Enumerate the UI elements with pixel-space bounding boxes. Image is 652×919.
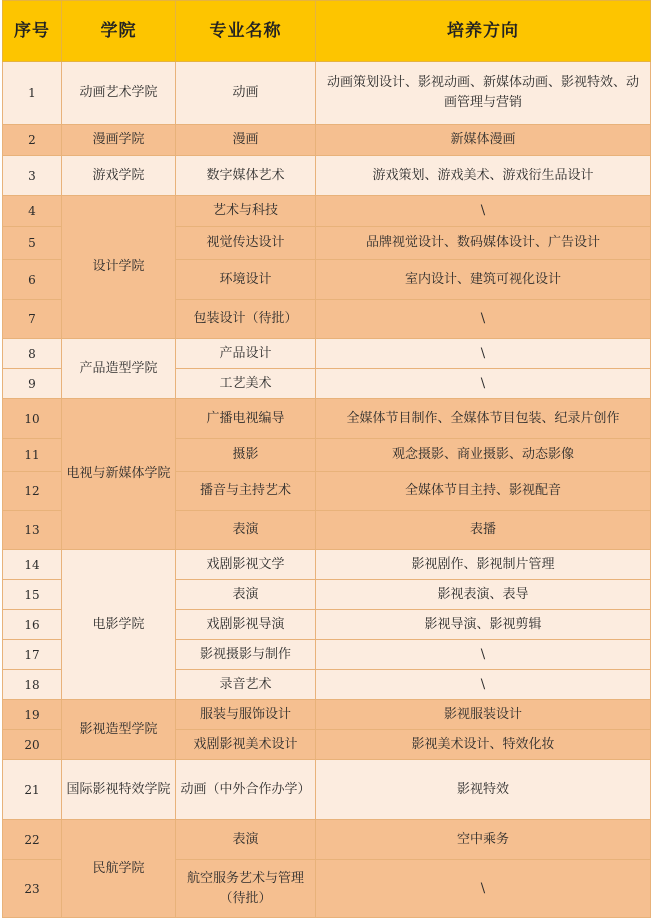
direction-cell: 动画策划设计、影视动画、新媒体动画、影视特效、动画管理与营销 <box>316 62 651 125</box>
table-row <box>3 700 651 730</box>
seq-cell: 9 <box>3 369 62 399</box>
major-cell: 动画（中外合作办学） <box>176 760 316 820</box>
direction-cell: 影视表演、表导 <box>316 580 651 610</box>
direction-cell: 品牌视觉设计、数码媒体设计、广告设计 <box>316 227 651 260</box>
direction-cell: 全媒体节目主持、影视配音 <box>316 472 651 511</box>
direction-cell: 影视剧作、影视制片管理 <box>316 550 651 580</box>
college-cell: 民航学院 <box>62 820 176 918</box>
seq-cell: 21 <box>3 760 62 820</box>
direction-cell: \ <box>316 640 651 670</box>
seq-cell: 17 <box>3 640 62 670</box>
direction-cell: \ <box>316 369 651 399</box>
table-row <box>3 550 651 580</box>
seq-cell: 8 <box>3 339 62 369</box>
table-row <box>3 339 651 369</box>
direction-cell: 新媒体漫画 <box>316 125 651 156</box>
major-cell: 艺术与科技 <box>176 196 316 227</box>
header-direction: 培养方向 <box>316 1 651 62</box>
seq-cell: 11 <box>3 439 62 472</box>
direction-cell: 室内设计、建筑可视化设计 <box>316 260 651 300</box>
header-seq: 序号 <box>3 1 62 62</box>
major-cell: 航空服务艺术与管理（待批） <box>176 860 316 918</box>
table-row <box>3 156 651 196</box>
major-cell: 录音艺术 <box>176 670 316 700</box>
direction-cell: 游戏策划、游戏美术、游戏衍生品设计 <box>316 156 651 196</box>
major-cell: 戏剧影视导演 <box>176 610 316 640</box>
table-row <box>3 399 651 439</box>
direction-cell: \ <box>316 300 651 339</box>
major-cell: 动画 <box>176 62 316 125</box>
direction-cell: 全媒体节目制作、全媒体节目包装、纪录片创作 <box>316 399 651 439</box>
table-row <box>3 820 651 860</box>
direction-cell: \ <box>316 860 651 918</box>
college-cell: 国际影视特效学院 <box>62 760 176 820</box>
college-cell: 产品造型学院 <box>62 339 176 399</box>
major-cell: 数字媒体艺术 <box>176 156 316 196</box>
major-cell: 影视摄影与制作 <box>176 640 316 670</box>
seq-cell: 14 <box>3 550 62 580</box>
major-cell: 戏剧影视美术设计 <box>176 730 316 760</box>
college-cell: 动画艺术学院 <box>62 62 176 125</box>
major-cell: 摄影 <box>176 439 316 472</box>
table-row <box>3 62 651 125</box>
college-cell: 漫画学院 <box>62 125 176 156</box>
college-cell: 影视造型学院 <box>62 700 176 760</box>
seq-cell: 20 <box>3 730 62 760</box>
direction-cell: 影视特效 <box>316 760 651 820</box>
major-cell: 工艺美术 <box>176 369 316 399</box>
major-cell: 表演 <box>176 580 316 610</box>
direction-cell: \ <box>316 196 651 227</box>
header-major: 专业名称 <box>176 1 316 62</box>
major-cell: 表演 <box>176 511 316 550</box>
table-row <box>3 125 651 156</box>
major-cell: 服装与服饰设计 <box>176 700 316 730</box>
college-cell: 电视与新媒体学院 <box>62 399 176 550</box>
direction-cell: 影视美术设计、特效化妆 <box>316 730 651 760</box>
direction-cell: \ <box>316 670 651 700</box>
seq-cell: 22 <box>3 820 62 860</box>
table-row <box>3 760 651 820</box>
seq-cell: 2 <box>3 125 62 156</box>
seq-cell: 6 <box>3 260 62 300</box>
header-college: 学院 <box>62 1 176 62</box>
seq-cell: 18 <box>3 670 62 700</box>
direction-cell: 观念摄影、商业摄影、动态影像 <box>316 439 651 472</box>
major-cell: 漫画 <box>176 125 316 156</box>
seq-cell: 19 <box>3 700 62 730</box>
seq-cell: 4 <box>3 196 62 227</box>
direction-cell: 表播 <box>316 511 651 550</box>
seq-cell: 13 <box>3 511 62 550</box>
seq-cell: 23 <box>3 860 62 918</box>
major-cell: 包装设计（待批） <box>176 300 316 339</box>
college-cell: 设计学院 <box>62 196 176 339</box>
seq-cell: 5 <box>3 227 62 260</box>
major-cell: 表演 <box>176 820 316 860</box>
majors-table <box>2 0 651 918</box>
college-cell: 游戏学院 <box>62 156 176 196</box>
header-row <box>3 1 651 62</box>
direction-cell: 影视服装设计 <box>316 700 651 730</box>
major-cell: 产品设计 <box>176 339 316 369</box>
major-cell: 播音与主持艺术 <box>176 472 316 511</box>
seq-cell: 3 <box>3 156 62 196</box>
major-cell: 戏剧影视文学 <box>176 550 316 580</box>
seq-cell: 15 <box>3 580 62 610</box>
direction-cell: \ <box>316 339 651 369</box>
major-cell: 视觉传达设计 <box>176 227 316 260</box>
direction-cell: 空中乘务 <box>316 820 651 860</box>
major-cell: 环境设计 <box>176 260 316 300</box>
table-row <box>3 196 651 227</box>
seq-cell: 10 <box>3 399 62 439</box>
major-cell: 广播电视编导 <box>176 399 316 439</box>
direction-cell: 影视导演、影视剪辑 <box>316 610 651 640</box>
seq-cell: 1 <box>3 62 62 125</box>
seq-cell: 7 <box>3 300 62 339</box>
seq-cell: 12 <box>3 472 62 511</box>
seq-cell: 16 <box>3 610 62 640</box>
college-cell: 电影学院 <box>62 550 176 700</box>
